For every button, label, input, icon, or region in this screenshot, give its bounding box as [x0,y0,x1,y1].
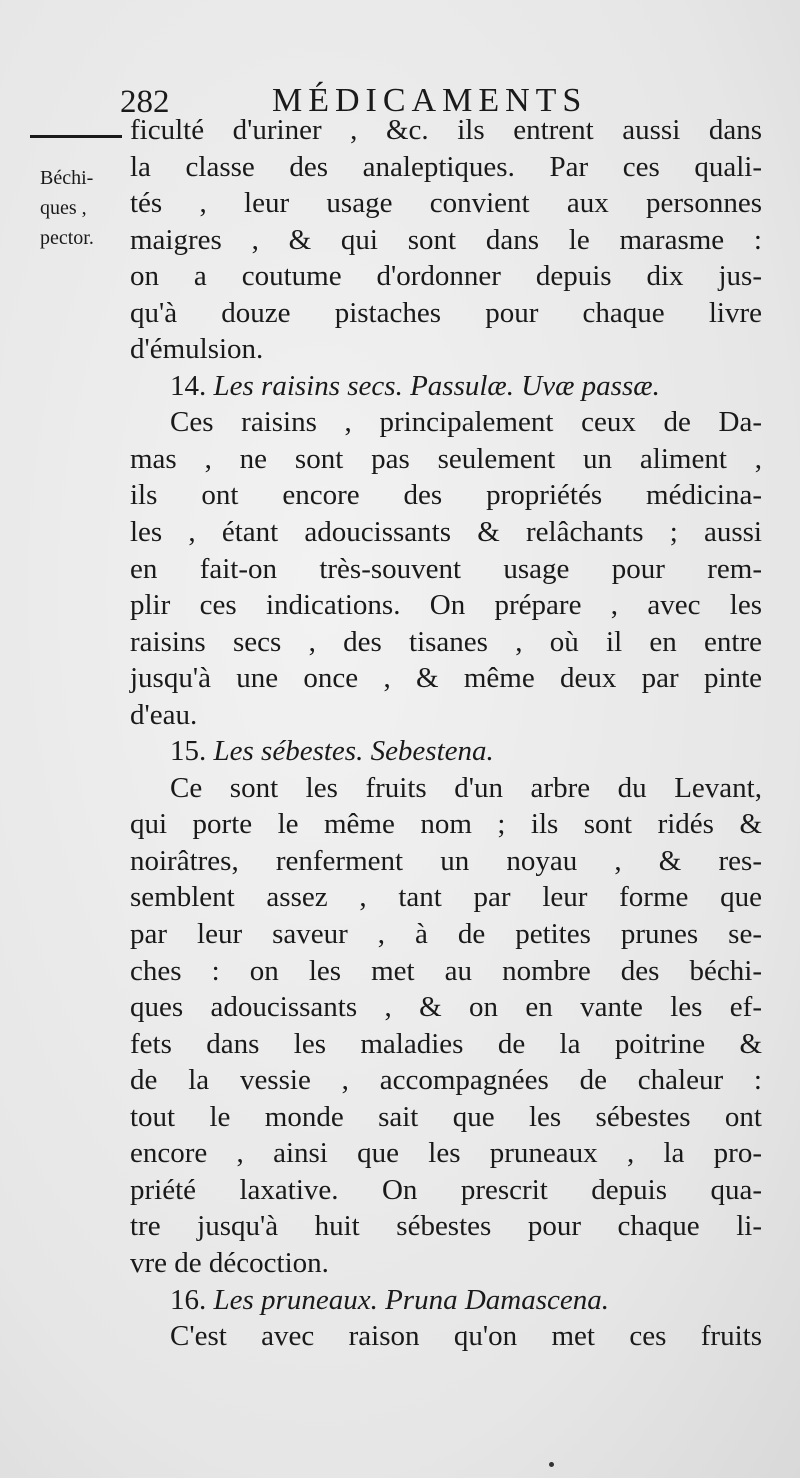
text-line: ils ont encore des propriétés médicina- [130,479,762,512]
entry-number: 14. [170,369,207,402]
text-line: noirâtres, renferment un noyau , & res- [130,844,762,877]
body-text [130,112,762,1355]
text-line: fets dans les maladies de la poitrine & [130,1027,762,1060]
text-line: de la vessie , accompagnées de chaleur : [130,1064,762,1097]
margin-note-line: ques , [40,197,87,219]
entry-heading [130,733,762,770]
text-line: tés , leur usage convient aux personnes [130,187,762,220]
text-line: on a coutume d'ordonner depuis dix jus- [130,260,762,293]
text-line: raisins secs , des tisanes , où il en entre [130,625,762,658]
running-title: MÉDICAMENTS [272,82,588,119]
section-rule [30,135,122,138]
text-line: Ce sont les fruits d'un arbre du Levant, [170,771,762,804]
text-line: en fait-on très-souvent usage pour rem- [130,552,762,585]
text-line: ches : on les met au nombre des béchi- [130,954,762,987]
margin-note-line: Béchi- [40,167,94,189]
entry-title: Les pruneaux. Pruna Damascena. [213,1283,609,1316]
text-line: ques adoucissants , & on en vante les ef- [130,991,762,1024]
entry-heading [130,1282,762,1319]
entry-title: Les sébestes. Sebestena. [213,735,494,768]
text-line: qu'à douze pistaches pour chaque livre [130,296,762,329]
text-line: d'émulsion. [130,333,264,366]
entry-number: 15. [170,735,207,768]
text-line: vre de décoction. [130,1246,329,1279]
text-line: tre jusqu'à huit sébestes pour chaque li- [130,1210,762,1243]
text-line: Ces raisins , principalement ceux de Da- [170,406,762,439]
text-line: ficulté d'uriner , &c. ils entrent aussi dans [130,114,762,146]
text-line: jusqu'à une once , & même deux par pinte [130,662,762,695]
text-line: tout le monde sait que les sébestes ont [130,1100,762,1133]
text-line: encore , ainsi que les pruneaux , la pro- [130,1137,762,1170]
margin-note [40,163,120,253]
text-line: maigres , & qui sont dans le marasme : [130,223,762,256]
text-line: semblent assez , tant par leur forme que [130,881,762,914]
text-line: mas , ne sont pas seulement un aliment , [130,442,762,475]
text-line: qui porte le même nom ; ils sont ridés & [130,808,762,841]
text-line: les , étant adoucissants & relâchants ; aussi [130,516,762,549]
margin-note-line: pector. [40,227,94,249]
print-speck [549,1462,554,1467]
entry-title: Les raisins secs. Passulæ. Uvæ passæ. [213,369,660,402]
text-line: par leur saveur , à de petites prunes se- [130,918,762,951]
text-line: plir ces indications. On prépare , avec les [130,589,762,622]
page-number: 282 [120,84,170,120]
entry-heading [130,368,762,405]
text-line: priété laxative. On prescrit depuis qua- [130,1173,762,1206]
text-line: la classe des analeptiques. Par ces quali- [130,150,762,183]
text-line: d'eau. [130,698,198,731]
text-line: C'est avec raison qu'on met ces fruits [170,1320,762,1353]
entry-number: 16. [170,1283,207,1316]
